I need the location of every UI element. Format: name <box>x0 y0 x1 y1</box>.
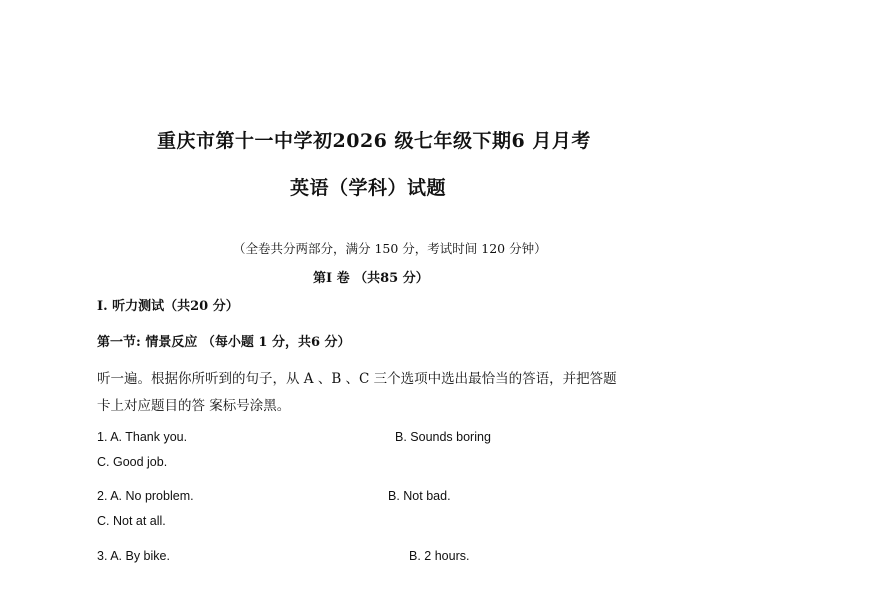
q2-option-c: C. Not at all. <box>97 514 166 528</box>
q3-option-b: B. 2 hours. <box>409 549 470 563</box>
exam-subtitle: 英语（学科）试题 <box>290 177 447 199</box>
q1-option-a: 1. A. Thank you. <box>97 430 188 444</box>
exam-title: 重庆市第十一中学初2026 级七年级下期6 月月考 <box>157 130 591 152</box>
instructions-line-2: 卡上对应题目的答 案标号涂黑。 <box>97 398 291 414</box>
instructions-line-1: 听一遍。根据你所听到的句子，从 A 、B 、C 三个选项中选出最恰当的答语，并把答题 <box>97 371 617 387</box>
part-heading: 第一节: 情景反应 （每小题 1 分，共6 分） <box>97 335 351 350</box>
q2-option-a: 2. A. No problem. <box>97 489 194 503</box>
q1-option-b: B. Sounds boring <box>395 430 491 444</box>
q2-option-b: B. Not bad. <box>388 489 451 503</box>
exam-note: （全卷共分两部分，满分 150 分，考试时间 120 分钟） <box>233 241 547 256</box>
volume-heading: 第Ⅰ 卷 （共85 分） <box>313 271 429 286</box>
q3-option-a: 3. A. By bike. <box>97 549 170 563</box>
section-heading: Ⅰ. 听力测试（共20 分） <box>97 299 239 314</box>
q1-option-c: C. Good job. <box>97 455 168 469</box>
